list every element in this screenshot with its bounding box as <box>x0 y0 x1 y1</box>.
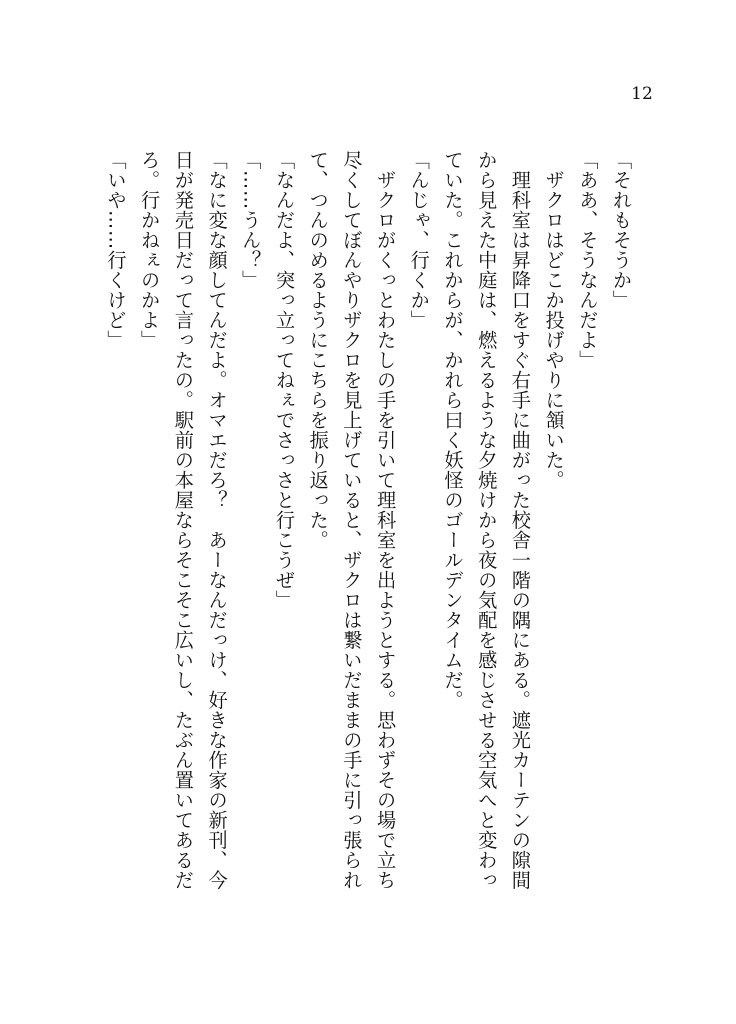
text-line: 「いや……行くけど」 <box>104 150 128 350</box>
text-line: 日が発売日だって言ったの。駅前の本屋ならそこそこ広いし、たぶん置いてあるだ <box>171 150 195 890</box>
text-line: ザクロがくっとわたしの手を引いて理科室を出ようとする。思わずその場で立ち <box>374 150 398 890</box>
text-line: 「ああ、そうなんだよ」 <box>576 150 600 370</box>
page-number: 12 <box>631 84 653 104</box>
text-line: 「なに変な顔してんだよ。オマエだろ？ あーなんだっけ、好きな作家の新刊、今 <box>205 150 229 890</box>
text-line: から見えた中庭は、燃えるような夕焼けから夜の気配を感じさせる空気へと変わっ <box>475 150 499 890</box>
text-line: ろ。行かねぇのかよ」 <box>138 150 162 350</box>
vertical-text-body <box>99 150 638 950</box>
text-line: 尽くしてぼんやりザクロを見上げていると、ザクロは繋いだままの手に引っ張られ <box>340 150 364 890</box>
text-line: ザクロはどこか投げやりに頷いた。 <box>542 150 566 490</box>
text-line: 「なんだよ、突っ立ってねぇでさっさと行こうぜ」 <box>272 150 296 610</box>
text-line: て、つんのめるようにこちらを振り返った。 <box>306 150 330 550</box>
text-line: 「んじゃ、行くか」 <box>407 150 431 330</box>
text-line: 「それもそうか」 <box>610 150 633 310</box>
text-line: 理科室は昇降口をすぐ右手に曲がった校舎一階の隅にある。遮光カーテンの隙間 <box>508 150 532 890</box>
text-line: 「……うん？」 <box>239 150 263 290</box>
text-line: ていた。これからが、かれら曰く妖怪のゴールデンタイムだ。 <box>441 150 465 710</box>
